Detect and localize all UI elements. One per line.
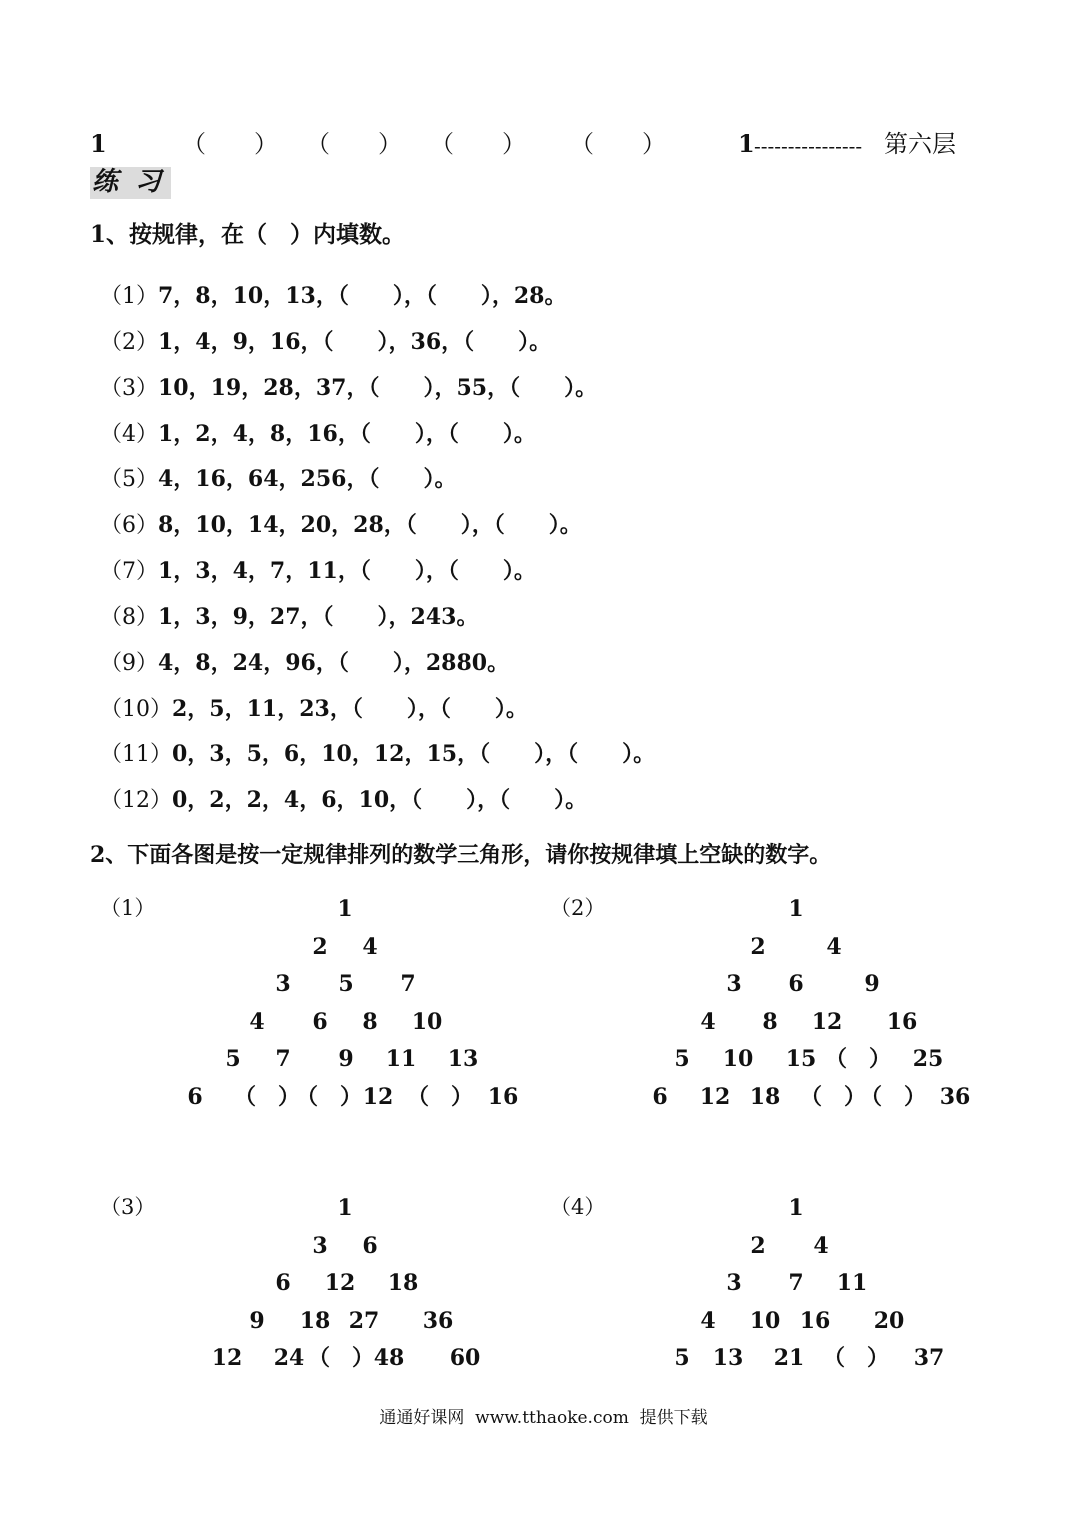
triangle-1-number: 3	[275, 971, 291, 997]
triangle-3-number: 12	[324, 1270, 356, 1296]
triangle-3-number: （ ）	[307, 1345, 375, 1371]
footer-source: 通通好课网 www.tthaoke.com 提供下载	[379, 1408, 708, 1428]
item-sequence: 4，16，64，256，（ ）。	[158, 466, 457, 492]
triangle-1-number: 1	[337, 896, 353, 922]
triangle-3-label: （3）	[100, 1195, 156, 1219]
triangle-2-number: 12	[699, 1084, 731, 1110]
triangle-4-number: 37	[913, 1345, 945, 1371]
triangle-1-number: 16	[487, 1084, 519, 1110]
item-sequence: 1，3，4，7，11，（ ），（ ）。	[158, 558, 536, 584]
item-sequence: 1，4，9，16，（ ），36，（ ）。	[158, 329, 552, 355]
item-sequence: 1，2，4，8，16，（ ），（ ）。	[158, 421, 536, 447]
triangle-2-number: 8	[762, 1009, 778, 1035]
triangle-3-number: 36	[422, 1308, 454, 1334]
triangle-2-number: 3	[726, 971, 742, 997]
triangle-2-number: 36	[939, 1084, 971, 1110]
triangle-1-number: 6	[312, 1009, 328, 1035]
triangle-4-number: （ ）	[822, 1345, 890, 1371]
item-sequence: 10，19，28，37，（ ），55，（ ）。	[158, 375, 598, 401]
triangle-1-number: 5	[225, 1046, 241, 1072]
triangle-1-number: 6	[187, 1084, 203, 1110]
triangle-4-number: 16	[799, 1308, 831, 1334]
triangle-3-number: 1	[337, 1195, 353, 1221]
triangle-2-number: 6	[788, 971, 804, 997]
triangle-3-number: 6	[275, 1270, 291, 1296]
triangle-3-number: 3	[312, 1233, 328, 1259]
triangle-1-number: 7	[400, 971, 416, 997]
q1-item-1	[100, 285, 566, 308]
triangle-2-number: 10	[722, 1046, 754, 1072]
triangle-3-number: 60	[449, 1345, 481, 1371]
triangle-4-number: 11	[836, 1270, 868, 1296]
top-line-left-one: 1	[90, 129, 107, 158]
triangle-1-number: （ ）	[406, 1084, 474, 1110]
triangle-3-number: 18	[299, 1308, 331, 1334]
triangle-4-number: 5	[674, 1345, 690, 1371]
item-label: （3）	[100, 376, 158, 401]
triangle-1-number: 7	[275, 1046, 291, 1072]
item-label: （12）	[100, 788, 172, 813]
triangle-2-number: 9	[864, 971, 880, 997]
q1-item-12	[100, 789, 587, 812]
top-line-dashes: ----------------	[754, 134, 863, 158]
triangle-2-label: （2）	[550, 896, 606, 920]
triangle-2-number: 18	[749, 1084, 781, 1110]
item-label: （8）	[100, 605, 158, 630]
triangle-3-number: 24	[273, 1345, 305, 1371]
item-label: （1）	[100, 284, 158, 309]
item-sequence: 7，8，10，13，（ ），（ ），28。	[158, 283, 567, 309]
triangle-1-number: （ ）	[233, 1084, 301, 1110]
triangle-1-number: （ ）	[295, 1084, 363, 1110]
item-label: （4）	[100, 422, 158, 447]
triangle-4-number: 20	[873, 1308, 905, 1334]
triangle-4-number: 10	[749, 1308, 781, 1334]
top-line-blank-4: （ ）	[570, 130, 666, 158]
item-label: （7）	[100, 559, 158, 584]
q1-item-8	[100, 606, 478, 629]
triangle-4-number: 13	[712, 1345, 744, 1371]
q1-item-9	[100, 652, 509, 675]
q1-title: 1、按规律，在（ ）内填数。	[90, 221, 406, 248]
triangle-3-number: 27	[348, 1308, 380, 1334]
item-label: （9）	[100, 651, 158, 676]
triangle-1-number: 11	[385, 1046, 417, 1072]
triangle-2-number: （ ）	[859, 1084, 927, 1110]
item-sequence: 1，3，9，27，（ ），243。	[158, 604, 479, 630]
triangle-2-number: （ ）	[824, 1046, 892, 1072]
item-label: （2）	[100, 330, 158, 355]
q1-item-2	[100, 331, 551, 354]
item-sequence: 2，5，11，23，（ ），（ ）。	[172, 696, 528, 722]
triangle-2-number: 4	[826, 934, 842, 960]
triangle-1-number: 12	[362, 1084, 394, 1110]
triangle-4-label: （4）	[550, 1195, 606, 1219]
layer-label: 第六层	[884, 130, 956, 158]
triangle-3-number: 48	[373, 1345, 405, 1371]
item-sequence: 0，2，2，4，6，10，（ ），（ ）。	[172, 787, 588, 813]
top-line-blank-1: （ ）	[182, 130, 278, 158]
triangle-1-number: 4	[249, 1009, 265, 1035]
triangle-2-number: 15	[785, 1046, 817, 1072]
q1-item-6	[100, 514, 582, 537]
triangle-4-number: 2	[750, 1233, 766, 1259]
triangle-4-number: 3	[726, 1270, 742, 1296]
q1-item-5	[100, 468, 456, 491]
q1-item-10	[100, 698, 528, 721]
item-label: （11）	[100, 742, 172, 767]
triangle-1-number: 13	[447, 1046, 479, 1072]
triangle-1-label: （1）	[100, 896, 156, 920]
practice-heading: 练 习	[90, 167, 171, 199]
triangle-1-number: 8	[362, 1009, 378, 1035]
item-sequence: 8，10，14，20，28，（ ），（ ）。	[158, 512, 582, 538]
triangle-4-number: 4	[813, 1233, 829, 1259]
triangle-2-number: 16	[886, 1009, 918, 1035]
item-label: （6）	[100, 513, 158, 538]
triangle-2-number: 6	[652, 1084, 668, 1110]
q1-item-7	[100, 560, 536, 583]
triangle-1-number: 9	[338, 1046, 354, 1072]
triangle-1-number: 4	[362, 934, 378, 960]
triangle-3-number: 9	[249, 1308, 265, 1334]
item-sequence: 4，8，24，96，（ ），2880。	[158, 650, 510, 676]
triangle-4-number: 1	[788, 1195, 804, 1221]
triangle-2-number: 1	[788, 896, 804, 922]
q1-item-11	[100, 743, 655, 766]
triangle-1-number: 10	[411, 1009, 443, 1035]
q2-title: 2、下面各图是按一定规律排列的数学三角形，请你按规律填上空缺的数字。	[90, 842, 832, 868]
triangle-2-number: 12	[811, 1009, 843, 1035]
triangle-3-number: 12	[211, 1345, 243, 1371]
triangle-1-number: 2	[312, 934, 328, 960]
triangle-1-number: 5	[338, 971, 354, 997]
triangle-4-number: 7	[788, 1270, 804, 1296]
triangle-3-number: 6	[362, 1233, 378, 1259]
triangle-2-number: 2	[750, 934, 766, 960]
item-label: （5）	[100, 467, 158, 492]
top-line-blank-3: （ ）	[430, 130, 526, 158]
triangle-4-number: 21	[773, 1345, 805, 1371]
top-line-blank-2: （ ）	[306, 130, 402, 158]
q1-item-4	[100, 423, 536, 446]
item-label: （10）	[100, 697, 172, 722]
triangle-2-number: 5	[674, 1046, 690, 1072]
q1-item-3	[100, 377, 597, 400]
triangle-2-number: 4	[700, 1009, 716, 1035]
triangle-3-number: 18	[387, 1270, 419, 1296]
item-sequence: 0，3，5，6，10，12，15，（ ），（ ）。	[172, 741, 656, 767]
triangle-2-number: （ ）	[799, 1084, 867, 1110]
triangle-4-number: 4	[700, 1308, 716, 1334]
triangle-2-number: 25	[912, 1046, 944, 1072]
top-line-right-one: 1	[738, 129, 755, 158]
